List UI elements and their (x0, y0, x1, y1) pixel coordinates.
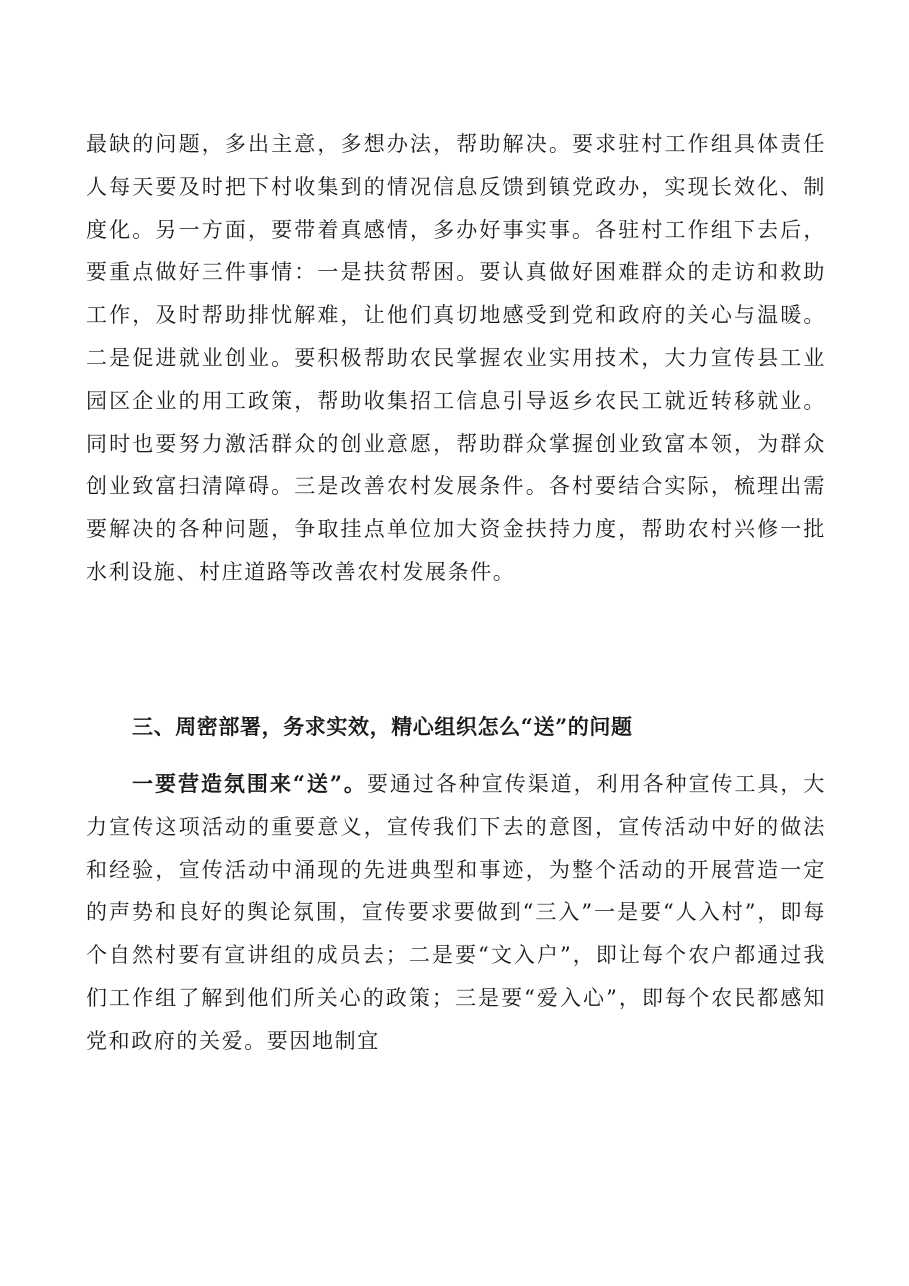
section-heading: 三、周密部署，务求实效，精心组织怎么“送”的问题 (132, 714, 633, 739)
paragraph-lead-text: 一要营造氛围来“送”。 (132, 771, 367, 796)
body-paragraph: 最缺的问题，多出主意，多想办法，帮助解决。要求驻村工作组具体责任人每天要及时把下村收集到的情况信息反馈到镇党政办，实现长效化、制度化。另一方面，要带着真感情，多办好事实事。各驻村工作组下去后，要重点做好三件事情：一是扶贫帮困。要认真做好困难群众的走访和救助工作，及时帮助排忧解难，让他们真切地感受到党和政府的关心与温暖。二是促进就业创业。要积极帮助农民掌握农业实用技术，大力宣传县工业园区企业的用工政策，帮助收集招工信息引导返乡农民工就近转移就业。同时也要努力激活群众的创业意愿，帮助群众掌握创业致富本领，为群众创业致富扫清障碍。三是改善农村发展条件。各村要结合实际，梳理出需要解决的各种问题，争取挂点单位加大资金扶持力度，帮助农村兴修一批水利设施、村庄道路等改善农村发展条件。 (86, 132, 826, 584)
paragraph-body-text: 要通过各种宣传渠道，利用各种宣传工具，大力宣传这项活动的重要意义，宣传我们下去的意图，宣传活动中好的做法和经验，宣传活动中涌现的先进典型和事迹，为整个活动的开展营造一定的声势和良好的舆论氛围，宣传要求要做到“三入”一是要“人入村”，即每个自然村要有宣讲组的成员去；二是要“文入户”，即让每个农户都通过我们工作组了解到他们所关心的政策；三是要“爱入心”，即每个农民都感知党和政府的关爱。要因地制宜 (86, 772, 827, 1053)
body-paragraph-with-lead (86, 763, 826, 1063)
